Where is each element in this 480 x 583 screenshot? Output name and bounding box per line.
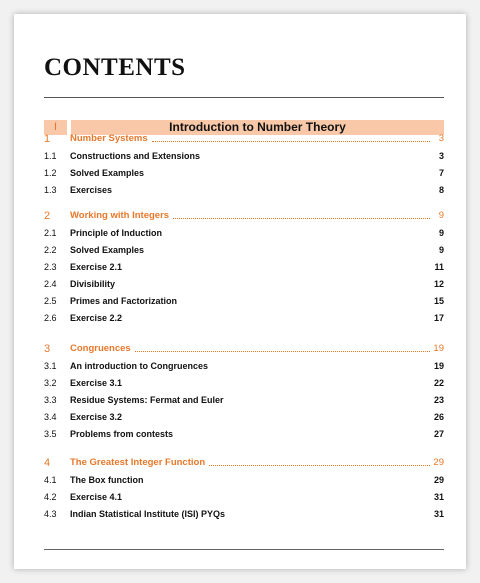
section-title: Primes and Factorization (70, 296, 178, 306)
section-title: Exercise 3.1 (70, 378, 123, 388)
section-number: 1.3 (44, 185, 57, 195)
section-page-number: 15 (433, 296, 444, 306)
dot-leader (173, 218, 430, 219)
section-entry[interactable] (44, 490, 444, 504)
section-page-number: 7 (438, 168, 444, 178)
section-page-number: 22 (433, 378, 444, 388)
section-entry[interactable] (44, 226, 444, 240)
section-page-number: 9 (438, 228, 444, 238)
section-title: Principle of Induction (70, 228, 162, 238)
section-page-number: 17 (433, 313, 444, 323)
section-page-number: 31 (433, 509, 444, 519)
chapter-entry[interactable] (44, 209, 444, 223)
section-entry[interactable] (44, 473, 444, 487)
section-title: Problems from contests (70, 429, 174, 439)
section-number: 3.4 (44, 412, 57, 422)
dot-leader (209, 465, 430, 466)
chapter-leader (70, 132, 430, 146)
section-title: Solved Examples (70, 168, 145, 178)
chapter-entry[interactable] (44, 342, 444, 356)
section-entry[interactable] (44, 410, 444, 424)
chapter-title: The Greatest Integer Function (70, 457, 206, 468)
chapter-title: Number Systems (70, 133, 148, 144)
section-number: 2.5 (44, 296, 57, 306)
chapter-number: 3 (44, 343, 51, 355)
section-entry[interactable] (44, 166, 444, 180)
section-number: 1.2 (44, 168, 57, 178)
dot-leader (152, 141, 430, 142)
chapter-page-number: 3 (438, 133, 444, 144)
section-entry[interactable] (44, 260, 444, 274)
section-title: Constructions and Extensions (70, 151, 201, 161)
section-entry[interactable] (44, 311, 444, 325)
chapter-title: Congruences (70, 343, 131, 354)
section-title: Indian Statistical Institute (ISI) PYQs (70, 509, 226, 519)
section-entry[interactable] (44, 427, 444, 441)
chapter-number: 1 (44, 133, 51, 145)
section-number: 4.2 (44, 492, 57, 502)
section-title: Exercises (70, 185, 113, 195)
chapter-page-number: 29 (433, 457, 444, 468)
section-number: 3.1 (44, 361, 57, 371)
section-title: Exercise 2.2 (70, 313, 123, 323)
section-page-number: 11 (434, 262, 444, 272)
section-title: Exercise 3.2 (70, 412, 123, 422)
section-number: 3.3 (44, 395, 57, 405)
section-title: Solved Examples (70, 245, 145, 255)
section-number: 3.5 (44, 429, 57, 439)
section-entry[interactable] (44, 359, 444, 373)
section-title: Residue Systems: Fermat and Euler (70, 395, 224, 405)
chapter-number: 4 (44, 457, 51, 469)
chapter-title: Working with Integers (70, 210, 170, 221)
section-entry[interactable] (44, 393, 444, 407)
section-entry[interactable] (44, 277, 444, 291)
section-number: 4.1 (44, 475, 57, 485)
section-page-number: 27 (433, 429, 444, 439)
chapter-leader (70, 209, 430, 223)
section-entry[interactable] (44, 243, 444, 257)
section-page-number: 3 (438, 151, 444, 161)
section-page-number: 19 (433, 361, 444, 371)
part-title: Introduction to Number Theory (71, 120, 444, 135)
section-entry[interactable] (44, 183, 444, 197)
section-page-number: 29 (433, 475, 444, 485)
section-title: Exercise 2.1 (70, 262, 123, 272)
dot-leader (135, 351, 430, 352)
section-page-number: 12 (433, 279, 444, 289)
chapter-leader (70, 456, 430, 470)
section-number: 2.6 (44, 313, 57, 323)
section-number: 2.3 (44, 262, 57, 272)
section-title: Divisibility (70, 279, 116, 289)
section-entry[interactable] (44, 507, 444, 521)
section-title: Exercise 4.1 (70, 492, 123, 502)
section-number: 4.3 (44, 509, 57, 519)
section-entry[interactable] (44, 376, 444, 390)
document-page (14, 14, 466, 569)
section-number: 1.1 (44, 151, 57, 161)
section-title: An introduction to Congruences (70, 361, 208, 371)
section-number: 2.4 (44, 279, 57, 289)
chapter-entry[interactable] (44, 456, 444, 470)
part-number: I (44, 120, 67, 135)
chapter-page-number: 19 (433, 343, 444, 354)
chapter-page-number: 9 (438, 210, 444, 221)
section-page-number: 26 (433, 412, 444, 422)
bottom-divider (44, 549, 444, 550)
chapter-number: 2 (44, 210, 51, 222)
section-page-number: 31 (433, 492, 444, 502)
section-title: The Box function (70, 475, 144, 485)
section-number: 3.2 (44, 378, 57, 388)
section-page-number: 9 (438, 245, 444, 255)
chapter-entry[interactable] (44, 132, 444, 146)
section-page-number: 23 (433, 395, 444, 405)
page-title: CONTENTS (44, 54, 186, 81)
section-entry[interactable] (44, 149, 444, 163)
section-number: 2.1 (44, 228, 57, 238)
chapter-leader (70, 342, 430, 356)
top-divider (44, 97, 444, 98)
section-entry[interactable] (44, 294, 444, 308)
section-number: 2.2 (44, 245, 57, 255)
section-page-number: 8 (438, 185, 444, 195)
